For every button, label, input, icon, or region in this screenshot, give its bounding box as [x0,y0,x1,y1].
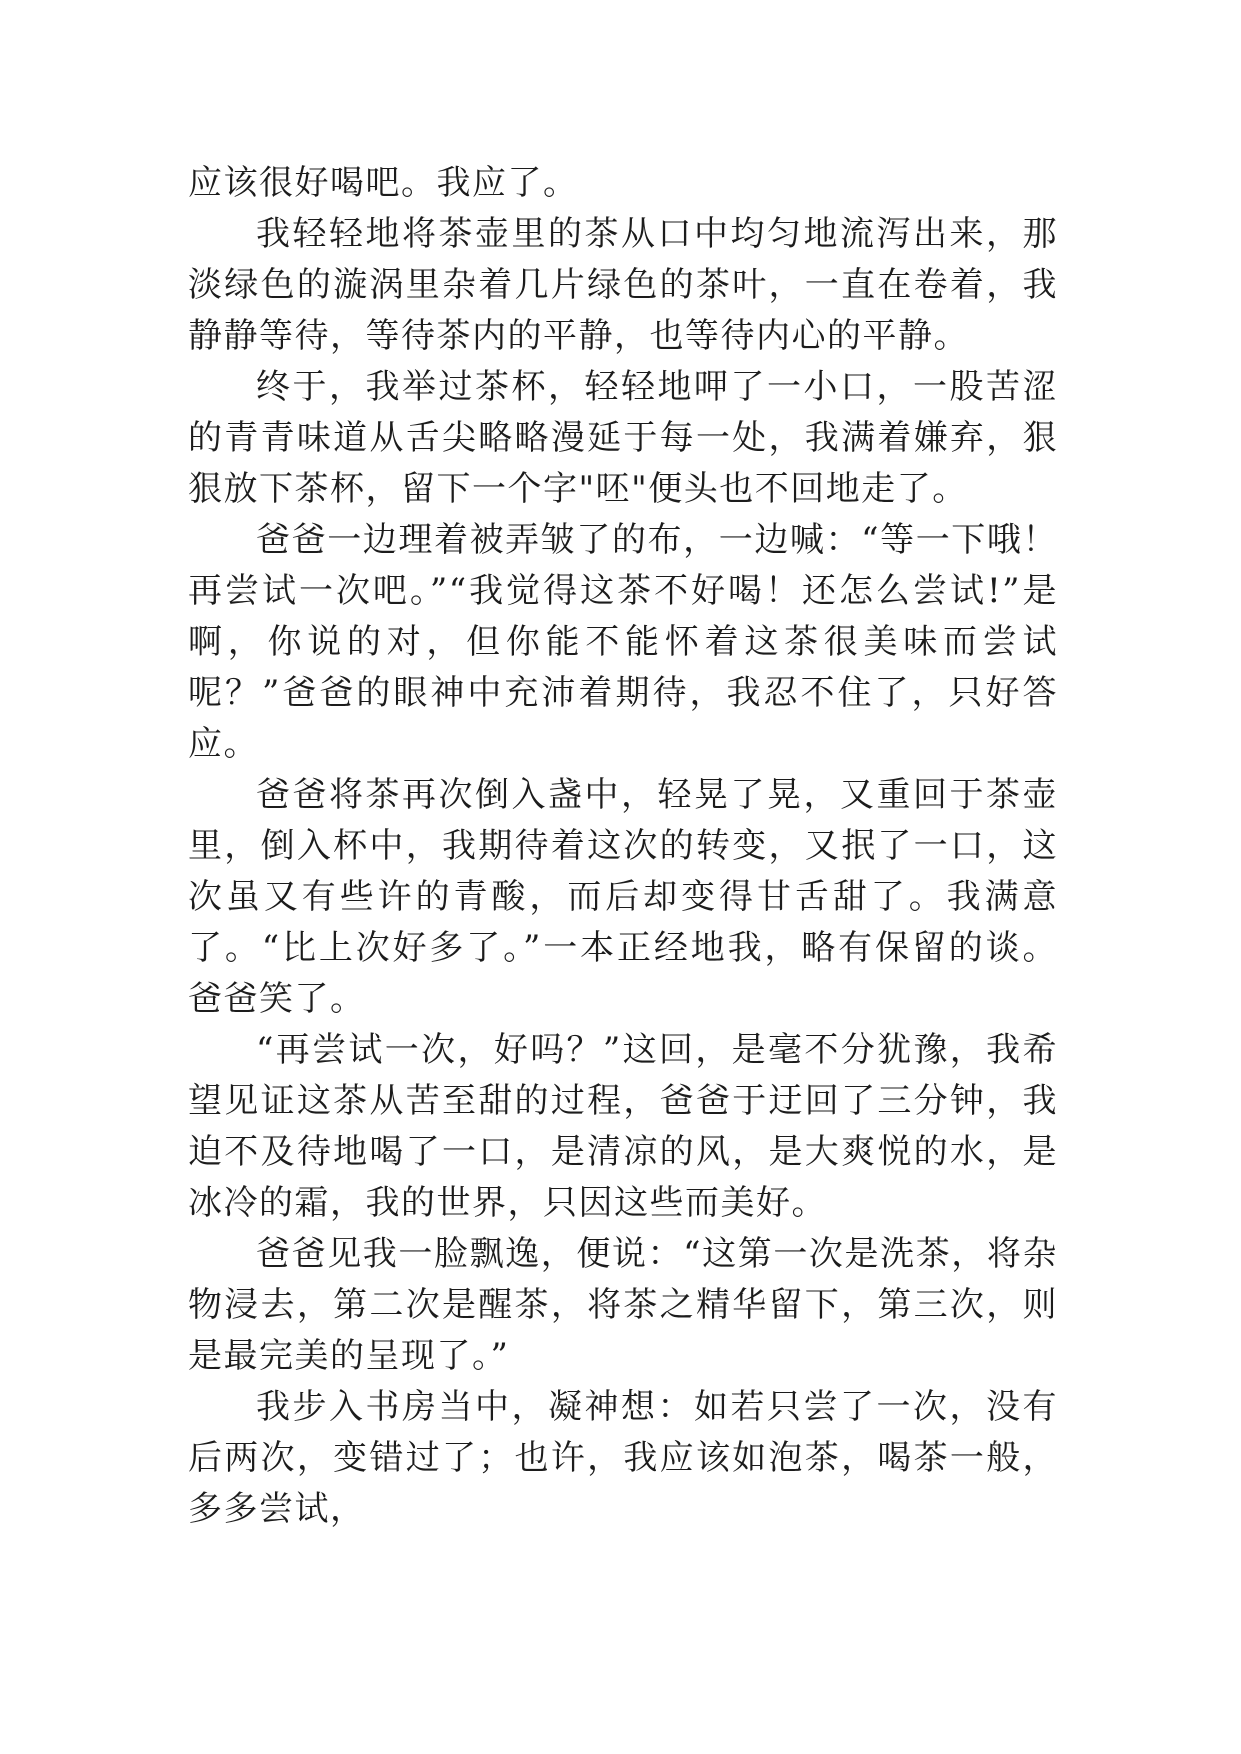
paragraph: 我轻轻地将茶壶里的茶从口中均匀地流泻出来，那淡绿色的漩涡里杂着几片绿色的茶叶，一直在卷着，我静静等待，等待茶内的平静，也等待内心的平静。 [188,214,1058,356]
paragraph: 我步入书房当中，凝神想：如若只尝了一次，没有后两次，变错过了；也许，我应该如泡茶，喝茶一般，多多尝试， [188,1387,1058,1529]
paragraph: 终于，我举过茶杯，轻轻地呷了一小口，一股苦涩的青青味道从舌尖略略漫延于每一处，我满着嫌弃，狠狠放下茶杯，留下一个字"呸"便头也不回地走了。 [188,367,1058,509]
paragraph: 爸爸见我一脸飘逸，便说：“这第一次是洗茶，将杂物浸去，第二次是醒茶，将茶之精华留下，第三次，则是最完美的呈现了。” [188,1234,1058,1376]
paragraph: 爸爸一边理着被弄皱了的布，一边喊：“等一下哦！再尝试一次吧。”“我觉得这茶不好喝！还怎么尝试!”是啊，你说的对，但你能不能怀着这茶很美味而尝试呢？”爸爸的眼神中充沛着期待，我忍不住了，只好答应。 [188,520,1058,764]
paragraph: 应该很好喝吧。我应了。 [188,163,579,203]
paragraph: 爸爸将茶再次倒入盏中，轻晃了晃，又重回于茶壶里，倒入杯中，我期待着这次的转变，又抿了一口，这次虽又有些许的青酸，而后却变得甘舌甜了。我满意了。“比上次好多了。”一本正经地我，略有保留的谈。爸爸笑了。 [188,775,1058,1019]
essay-body [188,158,1058,1535]
paragraph: “再尝试一次，好吗？”这回，是毫不分犹豫，我希望见证这茶从苦至甜的过程，爸爸于迂回了三分钟，我迫不及待地喝了一口，是清凉的风，是大爽悦的水，是冰冷的霜，我的世界，只因这些而美好。 [188,1030,1058,1223]
